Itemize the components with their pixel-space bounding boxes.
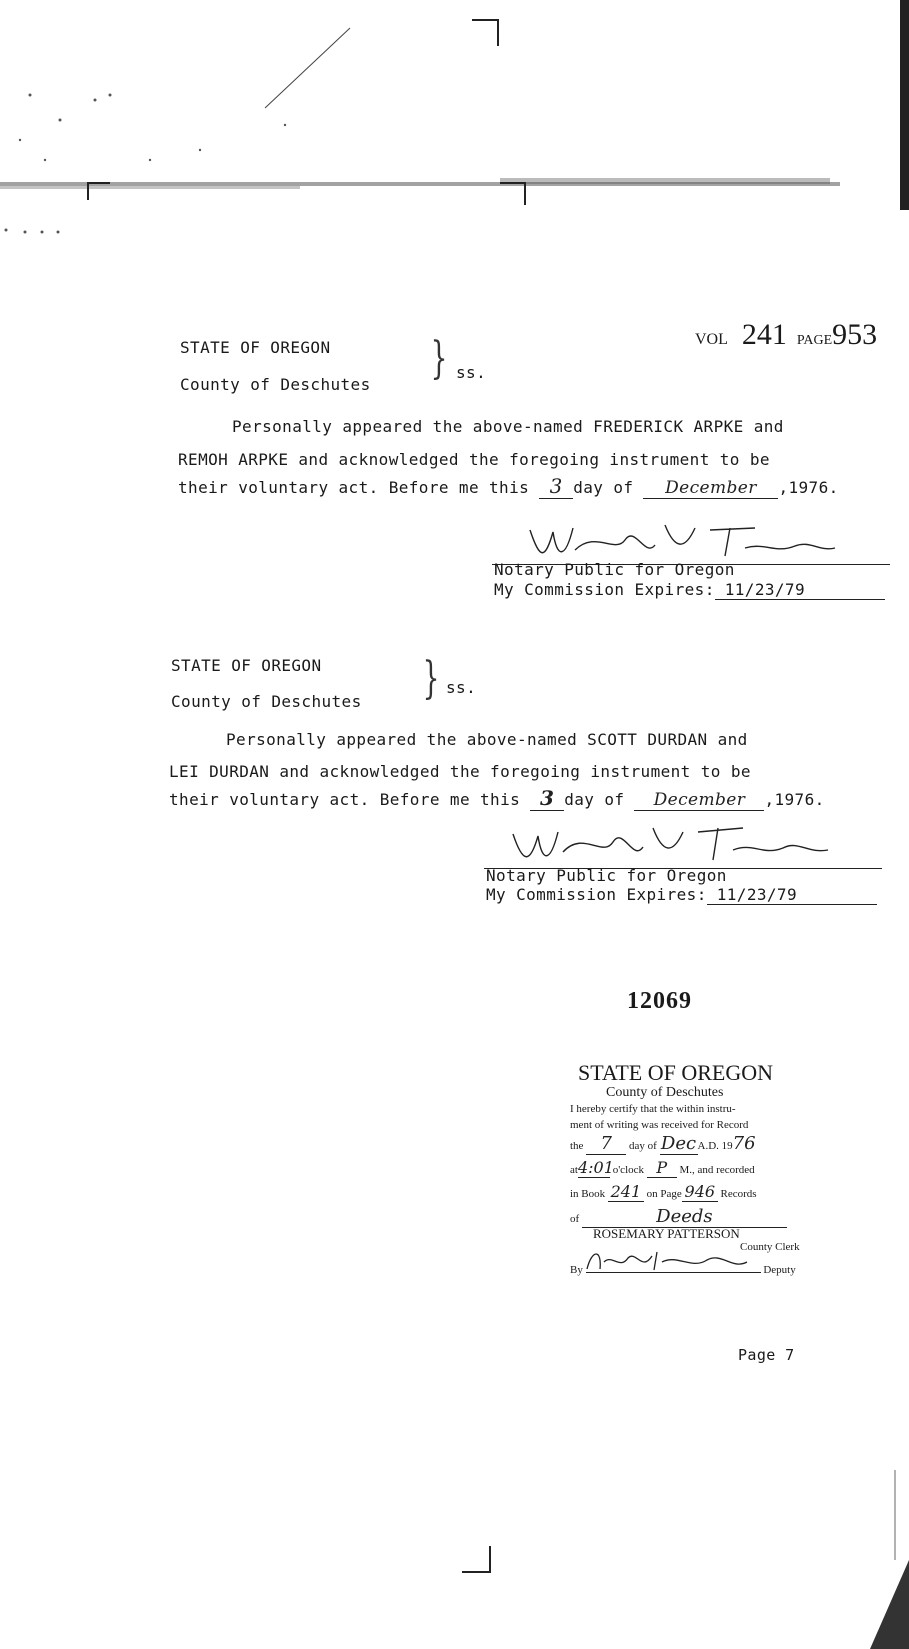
vol-label: VOL	[695, 331, 728, 348]
recording-ad: A.D. 19	[697, 1140, 733, 1152]
recording-of: of	[570, 1213, 580, 1225]
recording-oclock: o'clock	[612, 1164, 645, 1176]
recording-of-line	[570, 1206, 787, 1228]
ack1-line1: Personally appeared the above-named FREDERICK ARPKE and	[232, 417, 784, 436]
ack2-line3-prefix: their voluntary act. Before me this	[169, 790, 521, 809]
volume-stamp	[695, 318, 877, 352]
recording-county: County of Deschutes	[606, 1085, 724, 1100]
recording-number: 12069	[627, 988, 692, 1014]
page-label: PAGE	[796, 333, 833, 348]
recording-day-of: day of	[628, 1140, 657, 1152]
recording-the: the	[570, 1140, 584, 1152]
ack2-state: STATE OF OREGON	[171, 656, 322, 675]
recording-in-book: in Book	[570, 1188, 606, 1200]
ack2-line3	[169, 786, 825, 811]
page-number-footer: Page 7	[738, 1346, 795, 1364]
scan-noise-top	[0, 0, 909, 240]
ack1-commission-date: 11/23/79	[715, 580, 885, 600]
ack1-year: ,1976.	[778, 478, 839, 497]
recording-time-line	[570, 1158, 755, 1178]
recording-time: 4:01	[577, 1158, 614, 1177]
ack1-notary-signature	[525, 520, 885, 565]
ack2-line2: LEI DURDAN and acknowledged the foregoing instrument to be	[169, 762, 751, 781]
ack1-day-of: day of	[573, 478, 634, 497]
ack2-day: 3	[530, 786, 564, 811]
recording-clerk-title: County Clerk	[740, 1241, 800, 1253]
ack1-commission	[494, 580, 885, 600]
ack2-county: County of Deschutes	[171, 692, 362, 711]
recording-by: By	[570, 1264, 583, 1276]
ack2-commission-date: 11/23/79	[707, 885, 877, 905]
vol-number: 241	[741, 318, 787, 351]
ack2-brace: }	[422, 653, 440, 704]
ack1-commission-label: My Commission Expires:	[494, 580, 715, 599]
recording-records: Records	[720, 1188, 757, 1200]
recording-record-type: Deeds	[582, 1206, 787, 1228]
ack1-ss: ss.	[456, 363, 487, 382]
ack2-commission-label: My Commission Expires:	[486, 885, 707, 904]
recording-at: at	[570, 1164, 578, 1176]
recording-page: 946	[682, 1182, 718, 1202]
ack2-day-of: day of	[564, 790, 625, 809]
ack1-line3	[178, 474, 839, 499]
ack2-line1: Personally appeared the above-named SCOTT DURDAN and	[226, 730, 748, 749]
ack2-year: ,1976.	[764, 790, 825, 809]
recording-deputy-signature	[582, 1244, 762, 1274]
recording-book-line	[570, 1182, 757, 1202]
ack1-line2: REMOH ARPKE and acknowledged the foregoing instrument to be	[178, 450, 770, 469]
recording-year-suffix: 76	[732, 1133, 756, 1154]
ack1-state: STATE OF OREGON	[180, 338, 331, 357]
recording-certify-1: I hereby certify that the within instru-	[570, 1103, 736, 1115]
recording-state: STATE OF OREGON	[578, 1060, 774, 1085]
recording-certify-2: ment of writing was received for Record	[570, 1119, 749, 1131]
page-number: 953	[832, 318, 878, 351]
ack1-line3-prefix: their voluntary act. Before me this	[178, 478, 530, 497]
ack1-month: December	[643, 478, 778, 499]
ack2-notary-signature	[508, 822, 868, 867]
recording-clerk-name: ROSEMARY PATTERSON	[593, 1226, 740, 1241]
recording-ampm: P	[647, 1158, 677, 1178]
ack1-notary-title: Notary Public for Oregon	[494, 560, 735, 579]
ack2-commission	[486, 885, 877, 905]
ack2-ss: ss.	[446, 678, 477, 697]
recording-day: 7	[586, 1133, 626, 1155]
ack1-brace: }	[430, 333, 448, 384]
recording-book: 241	[608, 1182, 644, 1202]
recording-month: Dec	[660, 1133, 697, 1154]
recording-deputy: Deputy	[763, 1264, 796, 1276]
ack2-month: December	[634, 790, 764, 811]
ack1-day: 3	[539, 474, 573, 499]
recording-m-recorded: M., and recorded	[679, 1164, 755, 1176]
recording-date-line	[570, 1133, 756, 1155]
ack2-notary-title: Notary Public for Oregon	[486, 866, 727, 885]
ack1-county: County of Deschutes	[180, 375, 371, 394]
recording-on-page: on Page	[646, 1188, 682, 1200]
